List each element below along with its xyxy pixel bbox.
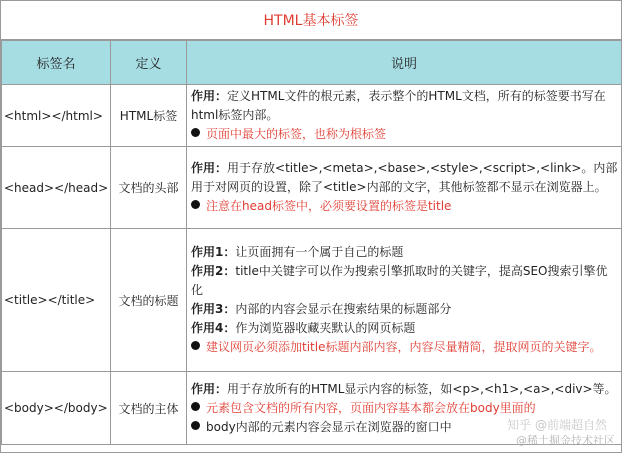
note-text: 元素包含文档的所有内容，页面内容基本都会放在body里面的 [206, 400, 536, 415]
purpose-text: 作为浏览器收藏夹默认的网页标题 [235, 321, 416, 335]
purpose-text: 定义HTML文件的根元素，表示整个的HTML文档，所有的标签要书写在html标签内部。 [191, 89, 606, 122]
description-line [191, 243, 618, 262]
tag-cell: <body></body> [2, 372, 111, 445]
description-cell [187, 229, 622, 372]
note-line [191, 197, 618, 216]
tag-cell: <head></head> [2, 147, 111, 229]
purpose-text: title中关键字可以作为搜索引擎抓取时的关键字，提高SEO搜索引擎优化 [191, 264, 608, 297]
description-line [191, 87, 618, 125]
purpose-text: 内部的内容会显示在搜索结果的标题部分 [235, 302, 452, 316]
description-cell [187, 147, 622, 229]
purpose-text: 用于存放<title>,<meta>,<base>,<style>,<script>,<link>。内部用于对网页的设置，除了<title>内部的文字，其他标签都不显示在浏览器上。 [191, 161, 618, 194]
bullet-icon [191, 128, 200, 137]
watermark-juejin: @稀土掘金技术社区 [516, 434, 615, 447]
bullet-icon [191, 341, 200, 350]
purpose-label: 作用： [191, 89, 228, 103]
table-title: HTML基本标签 [1, 1, 621, 40]
bullet-icon [191, 402, 200, 411]
header-description: 说明 [187, 41, 622, 85]
tag-cell: <title></title> [2, 229, 111, 372]
note-line [191, 125, 618, 144]
description-line [191, 300, 618, 319]
bullet-icon [191, 200, 200, 209]
description-cell [187, 85, 622, 147]
purpose-label: 作用2： [191, 264, 236, 278]
description-line [191, 262, 618, 300]
note-line [191, 338, 618, 357]
purpose-label: 作用3： [191, 302, 236, 316]
header-tag-name: 标签名 [2, 41, 111, 85]
table-row [2, 85, 622, 147]
definition-cell: HTML标签 [111, 85, 187, 147]
purpose-text: 用于存放所有的HTML显示内容的标签，如<p>,<h1>,<a>,<div>等。 [227, 381, 617, 396]
definition-cell: 文档的标题 [111, 229, 187, 372]
header-row [2, 41, 622, 85]
note-line [191, 399, 618, 418]
description-line [191, 380, 618, 399]
purpose-label: 作用： [191, 381, 228, 396]
description-line [191, 159, 618, 197]
purpose-text: 让页面拥有一个属于自己的标题 [235, 245, 404, 259]
note-text: body内部的元素内容会显示在浏览器的窗口中 [206, 419, 452, 434]
purpose-label: 作用1： [191, 245, 236, 259]
table-row [2, 147, 622, 229]
note-text: 页面中最大的标签，也称为根标签 [206, 127, 387, 141]
purpose-label: 作用： [191, 161, 228, 175]
tags-table [1, 40, 622, 445]
header-definition: 定义 [111, 41, 187, 85]
purpose-label: 作用4： [191, 321, 236, 335]
definition-cell: 文档的头部 [111, 147, 187, 229]
note-text: 注意在head标签中，必须要设置的标签是title [206, 199, 452, 213]
description-line [191, 319, 618, 338]
note-text: 建议网页必须添加title标题内部内容，内容尽量精简，提取网页的关键字。 [206, 340, 602, 354]
bullet-icon [191, 421, 200, 430]
tag-cell: <html></html> [2, 85, 111, 147]
definition-cell: 文档的主体 [111, 372, 187, 445]
table-row [2, 229, 622, 372]
watermark-zhihu: 知乎 @前端超自然 [507, 418, 607, 432]
